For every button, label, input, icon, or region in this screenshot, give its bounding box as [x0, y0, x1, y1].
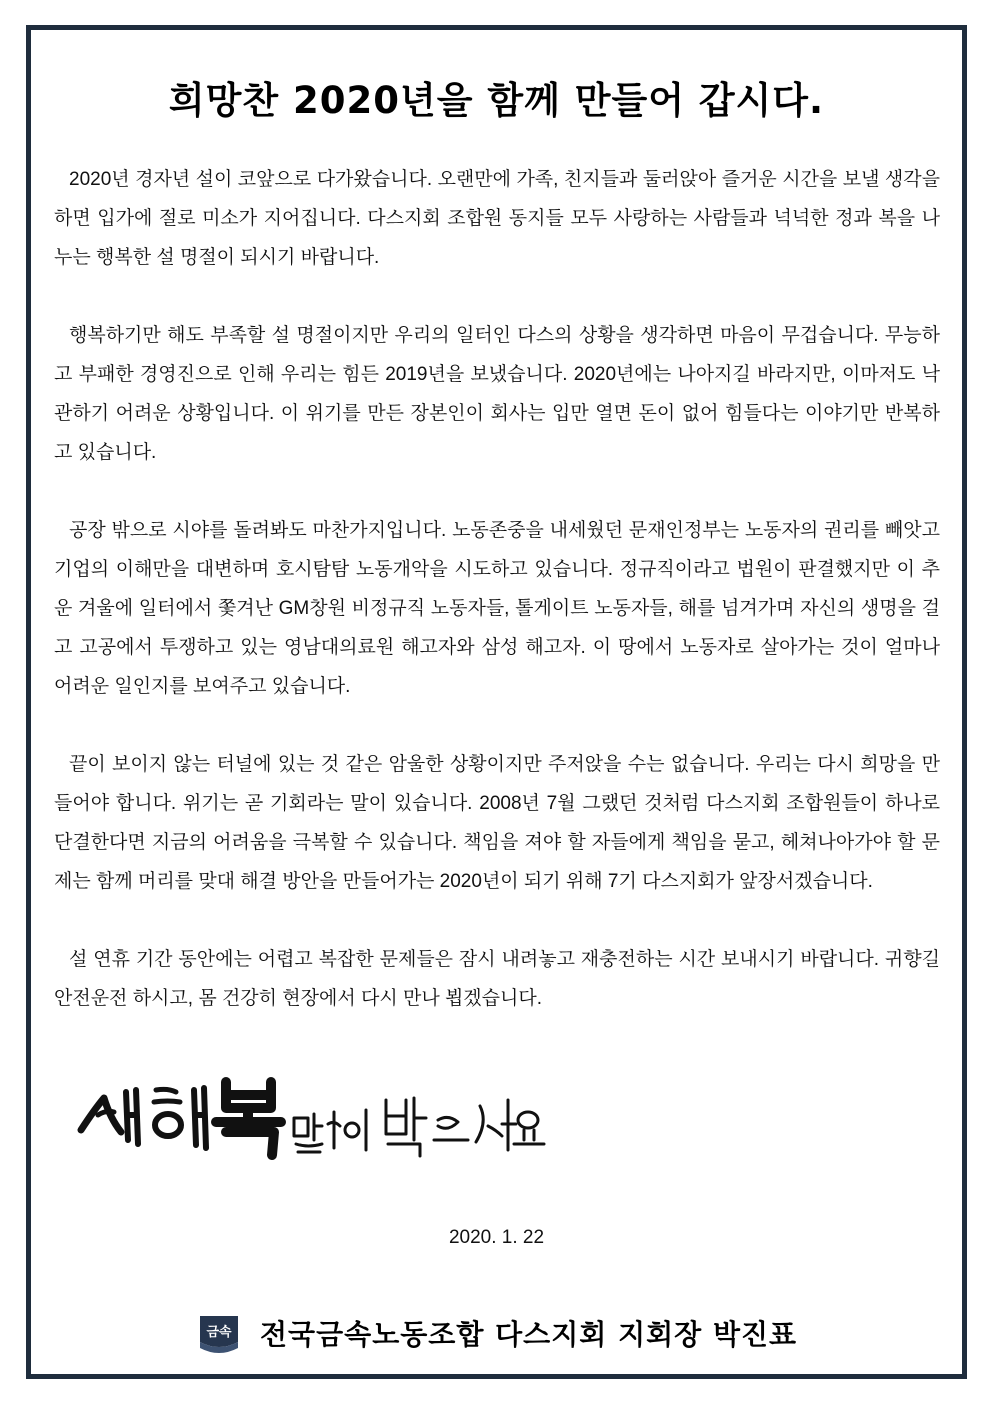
letter-frame: [26, 25, 967, 1379]
paragraph-3: 공장 밖으로 시야를 돌려봐도 마찬가지입니다. 노동존중을 내세웠던 문재인정부는 노동자의 권리를 빼앗고 기업의 이해만을 대변하며 호시탐탐 노동개악을 시도하고 있습니다. 정규직이라고 법원이 판결했지만 이 추운 겨울에 일터에서 쫓겨난 GM창원 비정규직 노동자들, 톨게이트 노동자들, 해를 넘겨가며 자신의 생명을 걸고 고공에서 투쟁하고 있는 영남대의료원 해고자와 삼성 해고자. 이 땅에서 노동자로 살아가는 것이 얼마나 어려운 일인지를 보여주고 있습니다.: [54, 520, 940, 697]
calligraphy-greeting: [76, 1070, 546, 1160]
paragraph-5: 설 연휴 기간 동안에는 어렵고 복잡한 문제들은 잠시 내려놓고 재충전하는 시간 보내시기 바랍니다. 귀향길 안전운전 하시고, 몸 건강히 현장에서 다시 만나 뵙겠습니다.: [54, 949, 940, 1009]
letter-title: 희망찬 2020년을 함께 만들어 갑시다.: [168, 79, 825, 122]
signoff-block: [196, 1308, 797, 1358]
letter-date: 2020. 1. 22: [448, 1227, 545, 1248]
paragraph-4: 끝이 보이지 않는 터널에 있는 것 같은 암울한 상황이지만 주저앉을 수는 없습니다. 우리는 다시 희망을 만들어야 합니다. 위기는 곧 기회라는 말이 있습니다. 2008년 7월 그랬던 것처럼 다스지회 조합원들이 하나로 단결한다면 지금의 어려움을 극복할 수 있습니다. 책임을 져야 할 자들에게 책임을 묻고, 헤쳐나아가야 할 문제는 함께 머리를 맞대 해결 방안을 만들어가는 2020년이 되기 위해 7기 다스지회가 앞장서겠습니다.: [54, 754, 940, 892]
logo-text: 금속: [206, 1325, 232, 1340]
paragraph-2: 행복하기만 해도 부족할 설 명절이지만 우리의 일터인 다스의 상황을 생각하면 마음이 무겁습니다. 무능하고 부패한 경영진으로 인해 우리는 힘든 2019년을 보냈습니다. 2020년에는 나아지길 바라지만, 이마저도 낙관하기 어려운 상황입니다. 이 위기를 만든 장본인이 회사는 입만 열면 돈이 없어 힘들다는 이야기만 반복하고 있습니다.: [54, 325, 940, 463]
paragraph-1: 2020년 경자년 설이 코앞으로 다가왔습니다. 오랜만에 가족, 친지들과 둘러앉아 즐거운 시간을 보낼 생각을 하면 입가에 절로 미소가 지어집니다. 다스지회 조합원 동지들 모두 사랑하는 사람들과 넉넉한 정과 복을 나누는 행복한 설 명절이 되시기 바랍니다.: [54, 169, 940, 268]
letter-body: [54, 160, 940, 1057]
signoff-text: 전국금속노동조합 다스지회 지회장 박진표: [260, 1318, 798, 1351]
union-flag-logo-icon: [196, 1312, 242, 1354]
